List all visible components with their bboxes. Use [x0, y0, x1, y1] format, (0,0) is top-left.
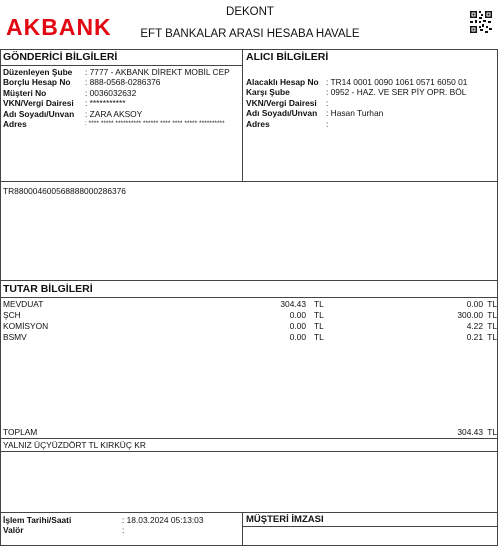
amount-currency: TL: [487, 321, 497, 331]
notes-section: [0, 451, 498, 513]
amount-label: ŞCH: [3, 310, 21, 320]
sender-label: Adres: [3, 118, 27, 129]
amount-value: 0.00: [289, 310, 306, 320]
footer-label: İşlem Tarihi/Saati: [3, 515, 72, 525]
amount-currency: TL: [314, 321, 324, 331]
sender-value: : 7777 - AKBANK DİREKT MOBİL CEP: [85, 67, 230, 77]
party-info-divider: [242, 49, 243, 182]
document-subtitle: EFT BANKALAR ARASI HESABA HAVALE: [140, 28, 360, 40]
akbank-logo: AKBANK: [6, 14, 112, 40]
receiver-value: : 0952 - HAZ. VE SER PİY OPR. BÖL: [326, 87, 467, 98]
receiver-label: Adres: [246, 118, 270, 129]
receiver-rows: [246, 77, 496, 129]
amount-in-words: YALNIZ ÜÇYÜZDÖRT TL KIRKÜÇ KR: [3, 440, 146, 450]
sender-row: [3, 67, 241, 77]
sender-row: [3, 98, 241, 108]
amount-value: 300.00: [457, 310, 483, 320]
signature-heading: MÜŞTERİ İMZASI: [246, 514, 324, 525]
sender-row: [3, 77, 241, 87]
receiver-label: Alacaklı Hesap No: [246, 77, 319, 87]
amount-currency: TL: [314, 299, 324, 309]
amount-value: 0.00: [466, 299, 483, 309]
sender-value: : **** ***** ********** ****** **** **** ***** **********: [85, 119, 225, 127]
footer-row: [3, 525, 241, 535]
amount-currency: TL: [487, 299, 497, 309]
amount-row: [0, 332, 498, 342]
amount-currency: TL: [487, 332, 497, 342]
receiver-label: Karşı Şube: [246, 87, 290, 98]
footer-value: : 18.03.2024 05:13:03: [122, 515, 204, 525]
sender-value: : 888-0568-0286376: [85, 77, 161, 88]
amount-currency: TL: [314, 332, 324, 342]
total-currency: TL: [487, 427, 497, 437]
signature-heading-line: [242, 526, 498, 527]
sender-label: Adı Soyadı/Unvan: [3, 108, 75, 119]
receiver-heading: ALICI BİLGİLERİ: [246, 51, 329, 63]
amount-row: [0, 310, 498, 320]
amount-value: 0.00: [289, 332, 306, 342]
amount-currency: TL: [314, 310, 324, 320]
receiver-value: : TR14 0001 0090 1061 0571 6050 01: [326, 77, 468, 87]
sender-value: : ZARA AKSOY: [85, 108, 143, 119]
receiver-value: :: [326, 118, 329, 129]
receiver-row: [246, 119, 496, 129]
sender-label: Düzenleyen Şube: [3, 67, 73, 77]
sender-label: VKN/Vergi Dairesi: [3, 98, 74, 109]
amounts-heading: TUTAR BİLGİLERİ: [3, 283, 93, 295]
sender-row: [3, 119, 241, 129]
amount-value: 0.00: [289, 321, 306, 331]
amounts-heading-line: [0, 297, 498, 298]
total-value: 304.43: [457, 427, 483, 437]
sender-row: [3, 109, 241, 119]
amount-value: 304.43: [280, 299, 306, 309]
amount-value: 0.21: [466, 332, 483, 342]
footer-row: [3, 515, 241, 525]
amount-label: BSMV: [3, 332, 27, 342]
sender-rows: [3, 67, 241, 129]
sender-heading: GÖNDERİCİ BİLGİLERİ: [3, 51, 118, 63]
sender-label: Borçlu Hesap No: [3, 77, 71, 88]
footer-label: Valör: [3, 525, 24, 536]
sender-value: : 0036032632: [85, 87, 137, 98]
amount-label: KOMİSYON: [3, 321, 49, 331]
qr-code-icon: [469, 10, 493, 34]
receiver-row: [246, 98, 496, 108]
amount-currency: TL: [487, 310, 497, 320]
amount-value: 4.22: [466, 321, 483, 331]
total-line: [0, 438, 498, 439]
sender-row: [3, 88, 241, 98]
total-row: [0, 427, 498, 437]
sender-label: Müşteri No: [3, 87, 47, 98]
transaction-info: [3, 515, 241, 536]
amount-label: MEVDUAT: [3, 299, 44, 309]
total-label: TOPLAM: [3, 427, 38, 437]
document-title: DEKONT: [226, 6, 274, 18]
description-text: TR880004600568888000286376: [3, 186, 126, 196]
receiver-row: [246, 77, 496, 87]
receiver-label: Adı Soyadı/Unvan: [246, 108, 318, 119]
sender-heading-line: [0, 65, 242, 66]
footer-value: :: [122, 525, 125, 536]
receiver-row: [246, 108, 496, 118]
receiver-label: VKN/Vergi Dairesi: [246, 97, 317, 108]
receiver-row: [246, 87, 496, 97]
sender-value: : ***********: [85, 98, 126, 109]
receiver-value: : Hasan Turhan: [326, 108, 384, 119]
amount-row: [0, 299, 498, 309]
amount-row: [0, 321, 498, 331]
receiver-value: :: [326, 97, 329, 108]
